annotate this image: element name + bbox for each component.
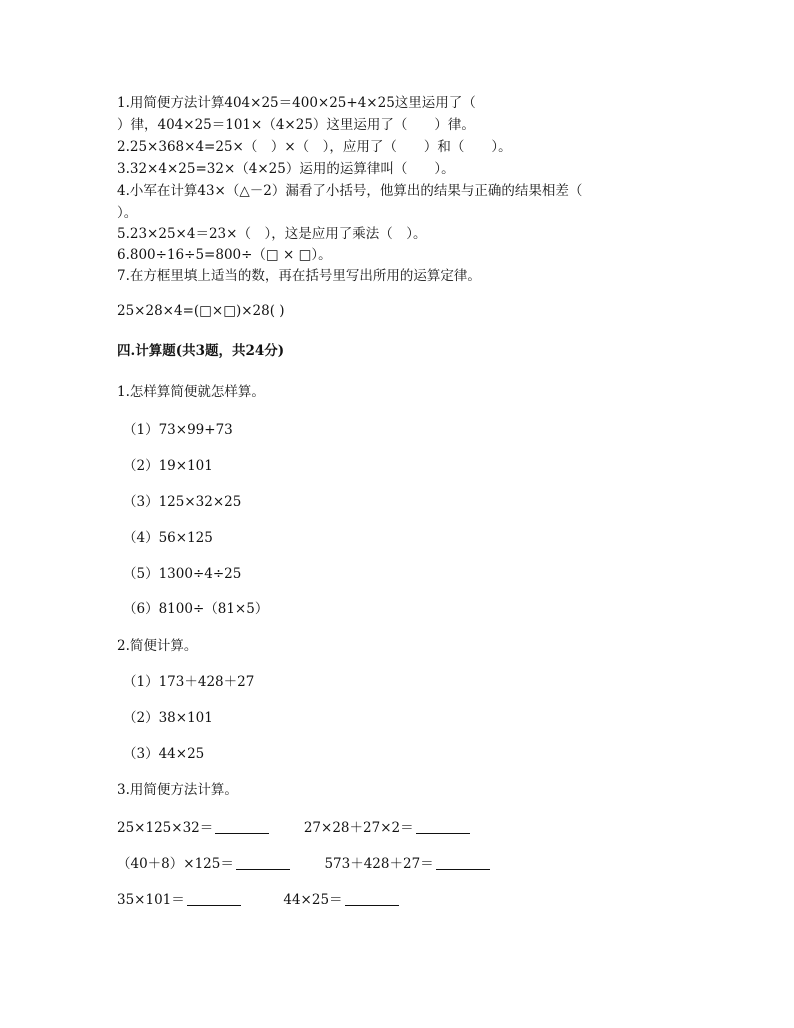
calc-q3-expr: 44×25＝	[283, 892, 343, 908]
answer-blank[interactable]	[187, 891, 241, 906]
q4-line2: ）。	[117, 205, 138, 221]
q7-expression: 25×28×4=(□×□)×28( )	[117, 303, 285, 319]
calc-q3-title: 3.用简便方法计算。	[117, 782, 238, 798]
calc-q1-item: （6）8100÷（81×5）	[123, 601, 269, 617]
calc-q3-expr: 27×28＋27×2＝	[303, 820, 414, 836]
q3-line: 3.32×4×25=32×（4×25）运用的运算律叫（ ）。	[117, 161, 455, 177]
answer-blank[interactable]	[215, 819, 269, 834]
answer-blank[interactable]	[436, 855, 490, 870]
calc-q3-row	[117, 819, 470, 837]
answer-blank[interactable]	[345, 891, 399, 906]
calc-q3-expr: 25×125×32＝	[117, 820, 214, 836]
answer-blank[interactable]	[236, 855, 290, 870]
calc-q2-title: 2.简便计算。	[117, 638, 198, 654]
calc-q1-item: （5）1300÷4÷25	[123, 566, 242, 582]
q1-line2: ）律，404×25＝101×（4×25）这里运用了（ ）律。	[117, 117, 475, 133]
calc-q3-expr: 35×101＝	[117, 892, 185, 908]
calc-q3-row	[117, 855, 490, 873]
calc-q2-item: （3）44×25	[123, 746, 205, 762]
calc-q2-item: （1）173＋428＋27	[123, 674, 255, 690]
calc-q1-item: （4）56×125	[123, 530, 213, 546]
q2-line: 2.25×368×4=25×（ ）×（ ），应用了（ ）和（ ）。	[117, 139, 512, 155]
q4-line1: 4.小军在计算43×（△－2）漏看了小括号，他算出的结果与正确的结果相差（	[117, 183, 583, 199]
calc-q1-item: （3）125×32×25	[123, 494, 242, 510]
calc-q1-title: 1.怎样算简便就怎样算。	[117, 384, 265, 400]
q5-line: 5.23×25×4＝23×（ ），这是应用了乘法（ ）。	[117, 226, 427, 242]
q7-line: 7.在方框里填上适当的数，再在括号里写出所用的运算定律。	[117, 268, 481, 284]
q6-line: 6.800÷16÷5=800÷（□ × □）。	[117, 247, 332, 263]
calc-q1-item: （1）73×99+73	[123, 422, 233, 438]
calc-q3-row	[117, 891, 399, 909]
answer-blank[interactable]	[416, 819, 470, 834]
calc-q3-expr: （40＋8）×125＝	[117, 856, 234, 872]
section-heading: 四.计算题(共3题，共24分)	[117, 343, 285, 359]
calc-q2-item: （2）38×101	[123, 710, 213, 726]
calc-q1-item: （2）19×101	[123, 458, 213, 474]
calc-q3-expr: 573＋428＋27＝	[324, 856, 434, 872]
q1-line1: 1.用简便方法计算404×25＝400×25+4×25这里运用了（	[117, 95, 476, 111]
